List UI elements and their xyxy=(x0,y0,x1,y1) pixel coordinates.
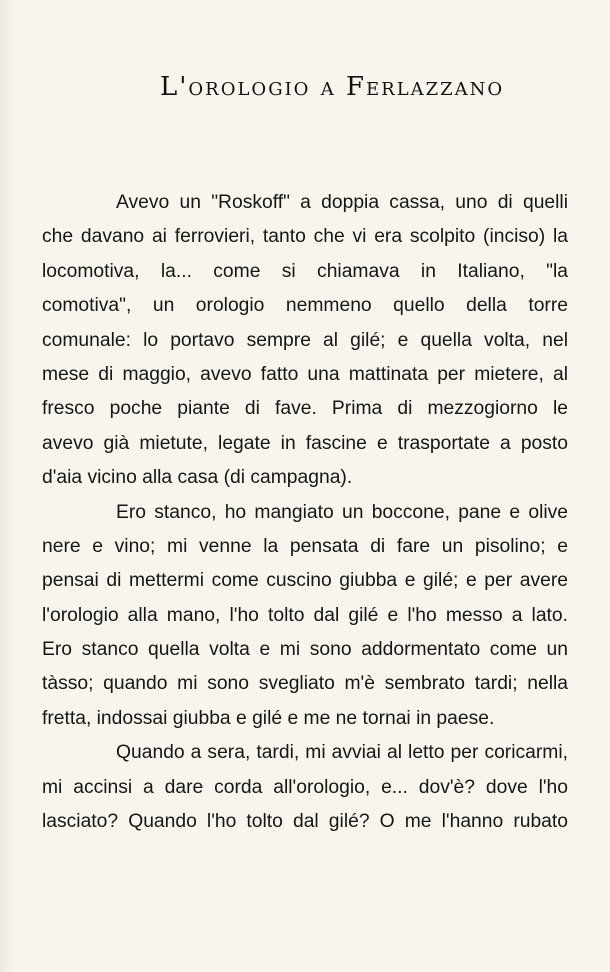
text-line: comunale: lo portavo sempre al gilé; e quella volta, nel xyxy=(42,329,568,351)
body-text xyxy=(42,186,568,839)
text-line: Ero stanco quella volta e mi sono addormentato come un xyxy=(42,639,568,661)
chapter-title: L'orologio a Ferlazzano xyxy=(160,72,505,102)
text-line: Ero stanco, ho mangiato un boccone, pane e olive xyxy=(116,501,568,523)
text-line: mi accinsi a dare corda all'orologio, e... dov'è? dove l'ho xyxy=(42,776,568,798)
paragraph-1 xyxy=(42,186,568,496)
paragraph-3 xyxy=(42,736,568,839)
text-line: Avevo un "Roskoff" a doppia cassa, uno di quelli xyxy=(116,192,568,213)
text-line: pensai di mettermi come cuscino giubba e gilé; e per avere xyxy=(42,570,568,592)
text-line: d'aia vicino alla casa (di campagna). xyxy=(42,467,353,489)
text-line: che davano ai ferrovieri, tanto che vi era scolpito (inciso) la xyxy=(42,226,568,248)
text-line: locomotiva, la... come si chiamava in Italiano, "la xyxy=(42,260,568,282)
paragraph-2 xyxy=(42,496,568,737)
text-line: nere e vino; mi venne la pensata di fare un pisolino; e xyxy=(42,535,568,557)
text-line: fresco poche piante di fave. Prima di mezzogiorno le xyxy=(42,398,568,420)
text-line: avevo già mietute, legate in fascine e trasportate a posto xyxy=(42,432,568,454)
text-line: Quando a sera, tardi, mi avviai al letto per coricarmi, xyxy=(116,742,568,764)
text-line: comotiva", un orologio nemmeno quello della torre xyxy=(42,295,568,317)
text-line: l'orologio alla mano, l'ho tolto dal gilé e l'ho messo a lato. xyxy=(42,604,568,626)
text-line: mese di maggio, avevo fatto una mattinata per mietere, al xyxy=(42,363,568,385)
text-line: fretta, indossai giubba e gilé e me ne tornai in paese. xyxy=(42,707,495,729)
text-line: lasciato? Quando l'ho tolto dal gilé? O me l'hanno rubato xyxy=(42,811,568,833)
text-line: tàsso; quando mi sono svegliato m'è sembrato tardi; nella xyxy=(42,673,568,695)
